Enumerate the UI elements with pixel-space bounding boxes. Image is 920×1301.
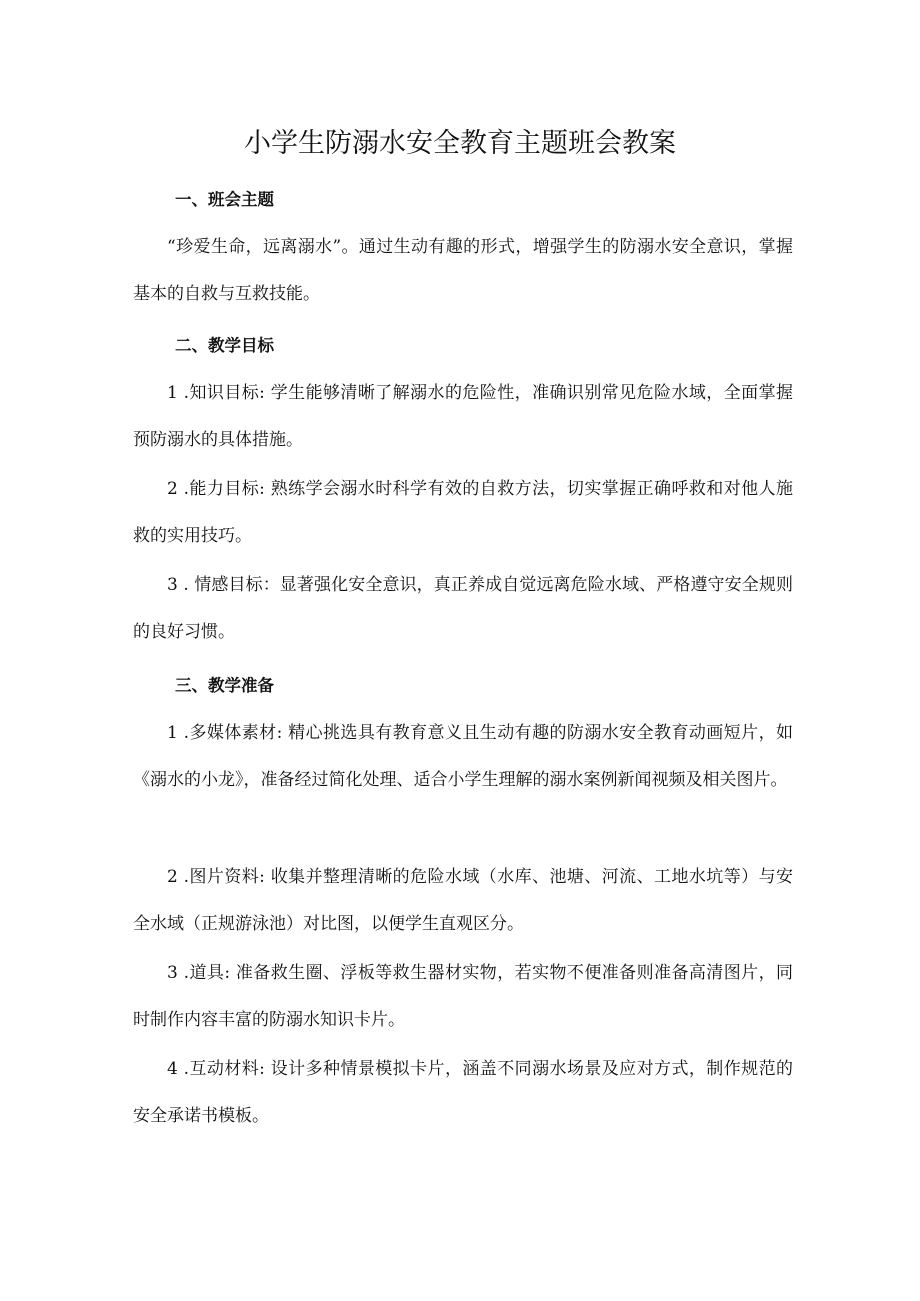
prep-item-multimedia: 1 .多媒体素材: 精心挑选具有教育意义且生动有趣的防溺水安全教育动画短片，如《溺水的小龙》，准备经过简化处理、适合小学生理解的溺水案例新闻视频及相关图片。 bbox=[133, 723, 793, 790]
goal-item-knowledge: 1 .知识目标: 学生能够清晰了解溺水的危险性，准确识别常见危险水域，全面掌握预防溺水的具体措施。 bbox=[133, 383, 793, 450]
prep-item-pictures: 2 .图片资料: 收集并整理清晰的危险水域（水库、池塘、河流、工地水坑等）与安全水域（正规游泳池）对比图，以便学生直观区分。 bbox=[133, 867, 793, 934]
prep-item-interactive: 4 .互动材料: 设计多种情景模拟卡片，涵盖不同溺水场景及应对方式，制作规范的安全承诺书模板。 bbox=[133, 1059, 793, 1126]
goal-item-emotion: 3 . 情感目标：显著强化安全意识，真正养成自觉远离危险水域、严格遵守安全规则的良好习惯。 bbox=[133, 575, 793, 642]
prep-item-props: 3 .道具: 准备救生圈、浮板等救生器材实物，若实物不便准备则准备高清图片，同时制作内容丰富的防溺水知识卡片。 bbox=[133, 963, 793, 1030]
section-heading-goals: 二、教学目标 bbox=[175, 336, 274, 355]
section-heading-theme: 一、班会主题 bbox=[175, 190, 274, 209]
goal-item-ability: 2 .能力目标: 熟练学会溺水时科学有效的自救方法，切实掌握正确呼救和对他人施救的实用技巧。 bbox=[133, 479, 793, 546]
theme-paragraph: “珍爱生命，远离溺水”。通过生动有趣的形式，增强学生的防溺水安全意识，掌握基本的自救与互救技能。 bbox=[133, 237, 793, 304]
section-heading-prep: 三、教学准备 bbox=[175, 676, 274, 695]
document-title: 小学生防溺水安全教育主题班会教案 bbox=[244, 128, 676, 159]
